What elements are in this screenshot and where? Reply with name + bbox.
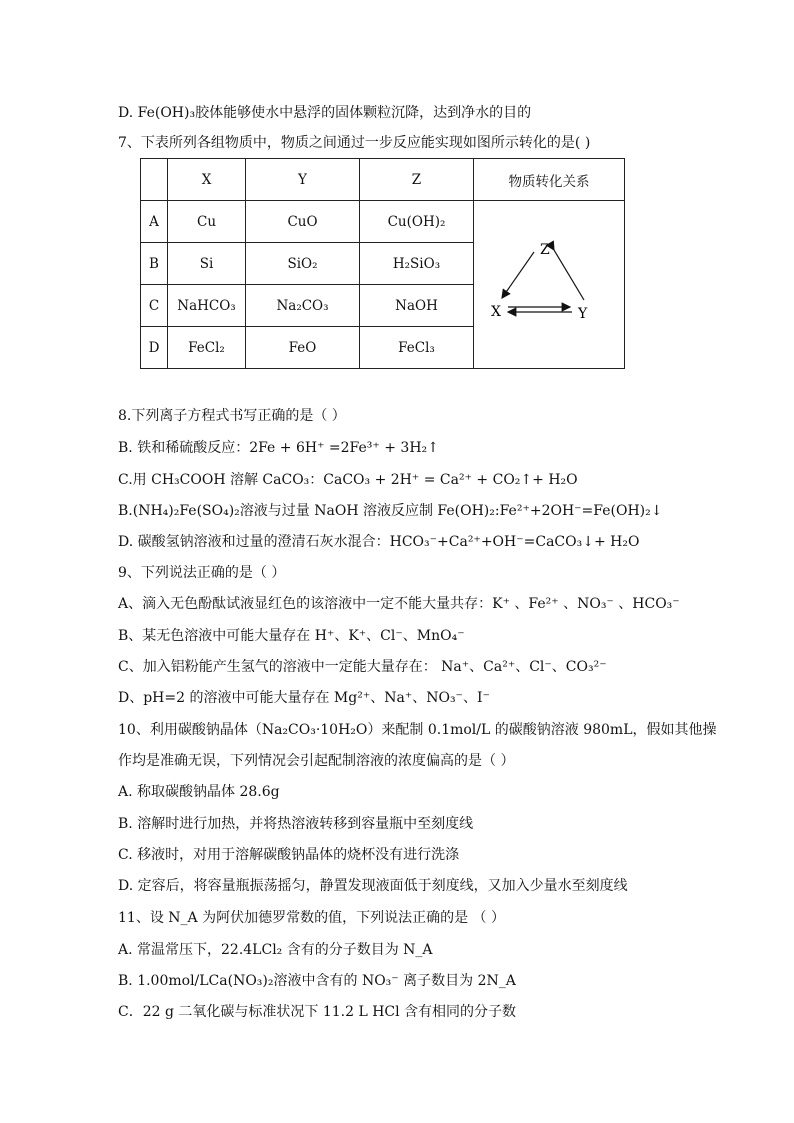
table-cell: D xyxy=(141,327,168,369)
table-cell: NaHCO₃ xyxy=(168,285,246,327)
q7-stem: 7、下表所列各组物质中，物质之间通过一步反应能实现如图所示转化的是( ) xyxy=(118,135,591,151)
table-cell: B xyxy=(141,243,168,285)
table-cell: Cu xyxy=(168,201,246,243)
q10-option-d: D. 定容后，将容量瓶振荡摇匀，静置发现液面低于刻度线，又加入少量水至刻度线 xyxy=(118,878,628,894)
table-cell: SiO₂ xyxy=(246,243,360,285)
q10-option-b: B. 溶解时进行加热，并将热溶液转移到容量瓶中至刻度线 xyxy=(118,816,474,832)
q9-option-a: A、滴入无色酚酞试液显红色的该溶液中一定不能大量共存：K⁺ 、Fe²⁺ 、NO₃⁻ 、HCO₃⁻ xyxy=(118,596,680,612)
conversion-diagram-cell xyxy=(474,201,625,369)
table-cell: Cu(OH)₂ xyxy=(360,201,474,243)
diagram-label-y: Y xyxy=(578,305,588,322)
diagram-label-z: Z xyxy=(540,241,550,258)
table-cell: H₂SiO₃ xyxy=(360,243,474,285)
q8-option-b: B. 铁和稀硫酸反应：2Fe + 6H⁺ =2Fe³⁺ + 3H₂↑ xyxy=(118,440,439,456)
table-cell: FeO xyxy=(246,327,360,369)
q9-option-d: D、pH=2 的溶液中可能大量存在 Mg²⁺、Na⁺、NO₃⁻、I⁻ xyxy=(118,690,490,706)
header-cell xyxy=(141,159,168,201)
table-cell: Na₂CO₃ xyxy=(246,285,360,327)
q8-stem: 8.下列离子方程式书写正确的是（ ） xyxy=(118,408,346,424)
q11-option-b: B. 1.00mol/LCa(NO₃)₂溶液中含有的 NO₃⁻ 离子数目为 2N_A xyxy=(118,973,516,989)
arrow-y-to-z xyxy=(554,250,584,300)
table-cell: FeCl₃ xyxy=(360,327,474,369)
table-cell: CuO xyxy=(246,201,360,243)
arrow-z-to-x xyxy=(502,252,534,298)
conversion-diagram xyxy=(474,202,624,368)
q11-option-a: A. 常温常压下，22.4LCl₂ 含有的分子数目为 N_A xyxy=(118,942,433,958)
table-header-row xyxy=(141,159,625,201)
q7-table xyxy=(140,158,625,369)
header-cell: 物质转化关系 xyxy=(474,159,625,201)
header-cell: Z xyxy=(360,159,474,201)
header-cell: X xyxy=(168,159,246,201)
q10-stem-line2: 作均是准确无误，下列情况会引起配制溶液的浓度偏高的是（ ） xyxy=(118,753,515,769)
q9-stem: 9、下列说法正确的是（ ） xyxy=(118,565,286,581)
diagram-label-x: X xyxy=(491,303,501,320)
q6-option-d: D. Fe(OH)₃胶体能够使水中悬浮的固体颗粒沉降，达到净水的目的 xyxy=(118,105,532,121)
table-cell: NaOH xyxy=(360,285,474,327)
table-cell: FeCl₂ xyxy=(168,327,246,369)
table-row xyxy=(141,201,625,243)
table-cell: Si xyxy=(168,243,246,285)
table-cell: A xyxy=(141,201,168,243)
q9-option-b: B、某无色溶液中可能大量存在 H⁺、K⁺、Cl⁻、MnO₄⁻ xyxy=(118,628,465,644)
q10-option-c: C. 移液时，对用于溶解碳酸钠晶体的烧杯没有进行洗涤 xyxy=(118,847,460,863)
q8-option-b2: B.(NH₄)₂Fe(SO₄)₂溶液与过量 NaOH 溶液反应制 Fe(OH)₂:Fe²⁺+2OH⁻=Fe(OH)₂↓ xyxy=(118,503,663,519)
table-cell: C xyxy=(141,285,168,327)
header-cell: Y xyxy=(246,159,360,201)
q11-stem: 11、设 N_A 为阿伏加德罗常数的值，下列说法正确的是 （ ） xyxy=(118,910,505,926)
q9-option-c: C、加入铝粉能产生氢气的溶液中一定能大量存在： Na⁺、Ca²⁺、Cl⁻、CO₃²⁻ xyxy=(118,659,607,675)
q8-option-c: C.用 CH₃COOH 溶解 CaCO₃：CaCO₃ + 2H⁺ = Ca²⁺ + CO₂↑+ H₂O xyxy=(118,472,578,488)
q10-stem-line1: 10、利用碳酸钠晶体（Na₂CO₃·10H₂O）来配制 0.1mol/L 的碳酸钠溶液 980mL，假如其他操 xyxy=(118,722,717,738)
q8-option-d: D. 碳酸氢钠溶液和过量的澄清石灰水混合：HCO₃⁻+Ca²⁺+OH⁻=CaCO₃↓+ H₂O xyxy=(118,534,640,550)
q11-option-c: C．22 g 二氧化碳与标准状况下 11.2 L HCl 含有相同的分子数 xyxy=(118,1004,517,1020)
q10-option-a: A. 称取碳酸钠晶体 28.6g xyxy=(118,784,280,800)
